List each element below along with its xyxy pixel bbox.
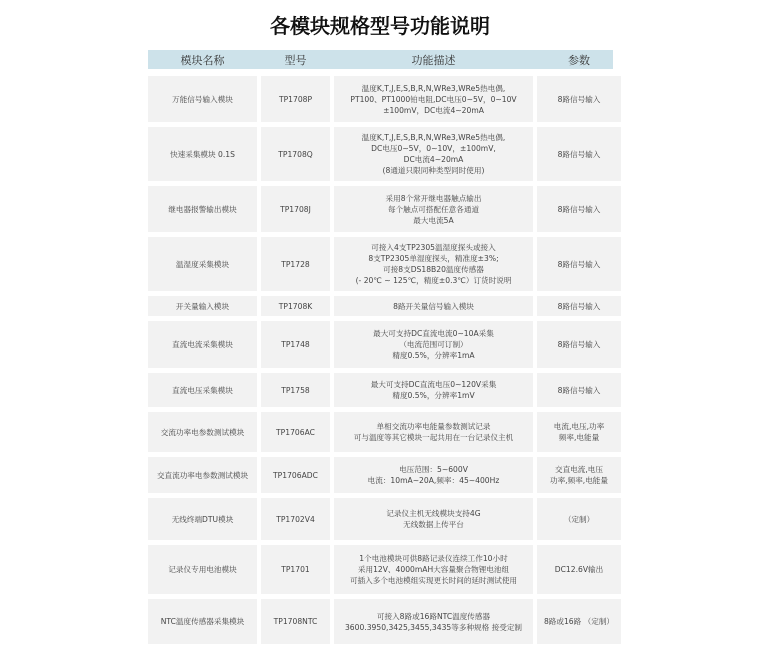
cell-name: 交直流功率电参数测试模块 bbox=[148, 457, 257, 493]
cell-desc: 温度K,T,J,E,S,B,R,N,WRe3,WRe5热电偶, PT100、PT1000铂电阻,DC电压0~5V，0~10V ±100mV，DC电流4~20mA bbox=[334, 76, 533, 122]
header-name: 模块名称 bbox=[180, 53, 225, 67]
cell-name: 开关量输入模块 bbox=[148, 296, 257, 316]
cell-model: TP1708J bbox=[261, 186, 330, 232]
table-row bbox=[148, 498, 613, 540]
header-model: 型号 bbox=[284, 53, 307, 67]
cell-name: 继电器报警输出模块 bbox=[148, 186, 257, 232]
table-row bbox=[148, 321, 613, 368]
header-param: 参数 bbox=[568, 53, 590, 67]
cell-desc: 单相交流功率电能量参数测试记录 可与温度等其它模块一起共用在一台记录仪主机 bbox=[334, 412, 533, 452]
cell-name: 直流电流采集模块 bbox=[148, 321, 257, 368]
cell-desc: 可接入8路或16路NTC温度传感器 3600.3950,3425,3455,3435等多种规格 接受定制 bbox=[334, 599, 533, 644]
cell-name: 无线终端DTU模块 bbox=[148, 498, 257, 540]
page-title: 各模块规格型号功能说明 bbox=[270, 14, 490, 38]
cell-model: TP1748 bbox=[261, 321, 330, 368]
cell-desc: 记录仪主机无线模块支持4G 无线数据上传平台 bbox=[334, 498, 533, 540]
cell-model: TP1728 bbox=[261, 237, 330, 291]
table-row bbox=[148, 237, 613, 291]
cell-model: TP1702V4 bbox=[261, 498, 330, 540]
table-row bbox=[148, 373, 613, 407]
cell-param: DC12.6V输出 bbox=[537, 545, 621, 594]
cell-model: TP1758 bbox=[261, 373, 330, 407]
cell-param: 8路信号输入 bbox=[537, 76, 621, 122]
cell-param: 8路信号输入 bbox=[537, 237, 621, 291]
cell-param: 8路信号输入 bbox=[537, 296, 621, 316]
cell-model: TP1706AC bbox=[261, 412, 330, 452]
table-header bbox=[148, 50, 613, 69]
cell-param: 8路信号输入 bbox=[537, 186, 621, 232]
cell-model: TP1708K bbox=[261, 296, 330, 316]
cell-desc: 最大可支持DC直流电压0~120V采集 精度0.5%，分辨率1mV bbox=[334, 373, 533, 407]
cell-name: 记录仪专用电池模块 bbox=[148, 545, 257, 594]
cell-model: TP1701 bbox=[261, 545, 330, 594]
cell-desc: 温度K,T,J,E,S,B,R,N,WRe3,WRe5热电偶, DC电压0~5V，0~10V，±100mV, DC电流4~20mA (8通道只限同种类型同时使用) bbox=[334, 127, 533, 181]
table-row bbox=[148, 186, 613, 232]
cell-desc: 采用8个常开继电器触点输出 每个触点可搭配任意各通道 最大电流5A bbox=[334, 186, 533, 232]
cell-param: 8路信号输入 bbox=[537, 373, 621, 407]
cell-model: TP1708P bbox=[261, 76, 330, 122]
cell-model: TP1706ADC bbox=[261, 457, 330, 493]
cell-model: TP1708NTC bbox=[261, 599, 330, 644]
cell-param: 8路信号输入 bbox=[537, 127, 621, 181]
cell-name: 交流功率电参数测试模块 bbox=[148, 412, 257, 452]
cell-desc: 1个电池模块可供8路记录仪连续工作10小时 采用12V、4000mAH大容量聚合物锂电池组 可插入多个电池模组实现更长时间的延时测试使用 bbox=[334, 545, 533, 594]
header-desc: 功能描述 bbox=[411, 53, 456, 67]
table-row bbox=[148, 412, 613, 452]
cell-desc: 可接入4支TP2305温湿度探头或接入 8支TP2305单湿度探头，精准度±3%; 可接8支DS18B20温度传感器 (- 20℃ ~ 125℃，精度±0.3℃）订货时说明 bbox=[334, 237, 533, 291]
cell-desc: 8路开关量信号输入模块 bbox=[334, 296, 533, 316]
cell-name: NTC温度传感器采集模块 bbox=[148, 599, 257, 644]
cell-model: TP1708Q bbox=[261, 127, 330, 181]
cell-param: 交直电流,电压 功率,频率,电能量 bbox=[537, 457, 621, 493]
table-row bbox=[148, 76, 613, 122]
cell-desc: 电压范围：5~600V 电流：10mA~20A,频率：45~400Hz bbox=[334, 457, 533, 493]
cell-name: 温湿度采集模块 bbox=[148, 237, 257, 291]
cell-name: 万能信号输入模块 bbox=[148, 76, 257, 122]
table-row bbox=[148, 127, 613, 181]
table-row bbox=[148, 545, 613, 594]
cell-param: 8路信号输入 bbox=[537, 321, 621, 368]
cell-param: （定制） bbox=[537, 498, 621, 540]
cell-desc: 最大可支持DC直流电流0~10A采集 （电流范围可订制） 精度0.5%，分辨率1mA bbox=[334, 321, 533, 368]
cell-name: 快速采集模块 0.1S bbox=[148, 127, 257, 181]
table-row bbox=[148, 599, 613, 644]
cell-param: 电流,电压,功率 频率,电能量 bbox=[537, 412, 621, 452]
cell-name: 直流电压采集模块 bbox=[148, 373, 257, 407]
cell-param: 8路或16路 （定制） bbox=[537, 599, 621, 644]
table-row bbox=[148, 296, 613, 316]
table-row bbox=[148, 457, 613, 493]
spec-table bbox=[148, 50, 613, 649]
